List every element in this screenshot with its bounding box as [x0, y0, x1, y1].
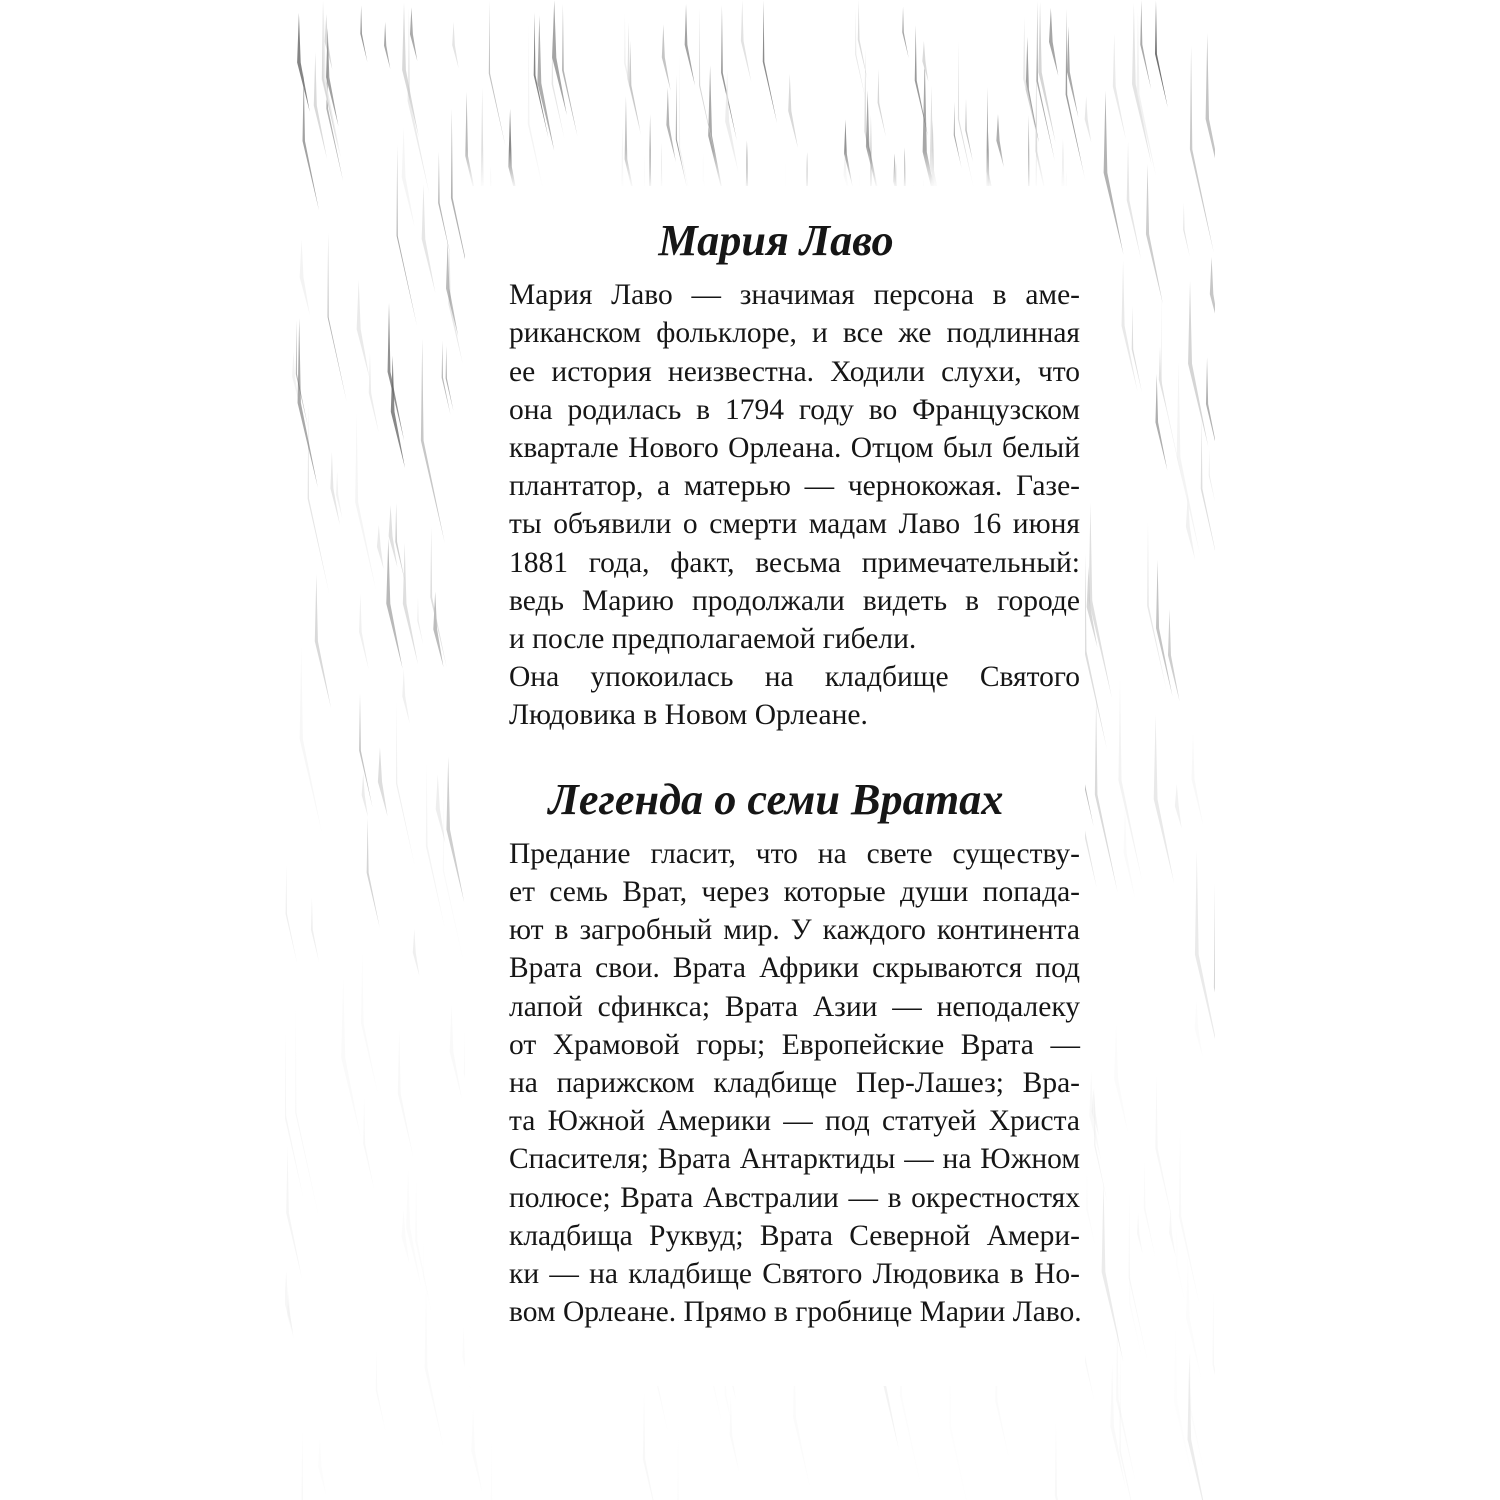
page-text — [472, 216, 1082, 1331]
book-page — [285, 0, 1215, 1500]
text-line: та Южной Америки — под статуей Христа — [509, 1105, 1080, 1138]
text-line: Она упокоилась на кладбище Святого — [509, 661, 1080, 694]
text-line: ки — на кладбище Святого Людовика в Но- — [509, 1258, 1080, 1291]
text-line: квартале Нового Орлеана. Отцом был белый — [509, 432, 1080, 465]
text-line: ют в загробный мир. У каждого континента — [509, 914, 1080, 947]
text-line: вом Орлеане. Прямо в гробнице Марии Лаво. — [509, 1296, 1082, 1329]
text-line: плантатор, а матерью — чернокожая. Газе- — [509, 470, 1080, 503]
paragraph — [472, 276, 1080, 658]
text-line: Врата свои. Врата Африки скрываются под — [509, 952, 1080, 985]
text-line: Мария Лаво — значимая персона в аме- — [509, 279, 1080, 312]
text-line: ет семь Врат, через которые души попада- — [509, 876, 1080, 909]
text-panel-fade — [465, 150, 1085, 190]
text-line: Предание гласит, что на свете существу- — [509, 837, 1080, 870]
text-line: лапой сфинкса; Врата Азии — неподалеку — [509, 990, 1080, 1023]
text-line: от Храмовой горы; Европейские Врата — — [509, 1028, 1080, 1061]
text-line: на парижском кладбище Пер-Лашез; Вра- — [509, 1067, 1080, 1100]
text-line: полюсе; Врата Австралии — в окрестностях — [509, 1181, 1080, 1214]
text-line: Людовика в Новом Орлеане. — [509, 699, 868, 732]
section-heading-seven-gates: Легенда о семи Вратах — [548, 774, 1004, 824]
text-line: ведь Марию продолжали видеть в городе — [509, 584, 1080, 617]
text-line: ее история неизвестна. Ходили слухи, что — [509, 355, 1080, 388]
paragraph — [472, 835, 1080, 1332]
paragraph — [472, 658, 1080, 734]
text-line: ты объявили о смерти мадам Лаво 16 июня — [509, 508, 1080, 541]
section-heading-marie-laveau: Мария Лаво — [658, 216, 894, 265]
text-line: 1881 года, факт, весьма примечательный: — [509, 546, 1080, 579]
text-line: Спасителя; Врата Антарктиды — на Южном — [509, 1143, 1080, 1176]
text-line: риканском фольклоре, и все же подлинная — [509, 317, 1080, 350]
text-line: и после предполагаемой гибели. — [509, 623, 917, 656]
text-line: кладбища Руквуд; Врата Северной Амери- — [509, 1219, 1080, 1252]
text-line: она родилась в 1794 году во Французском — [509, 393, 1080, 426]
